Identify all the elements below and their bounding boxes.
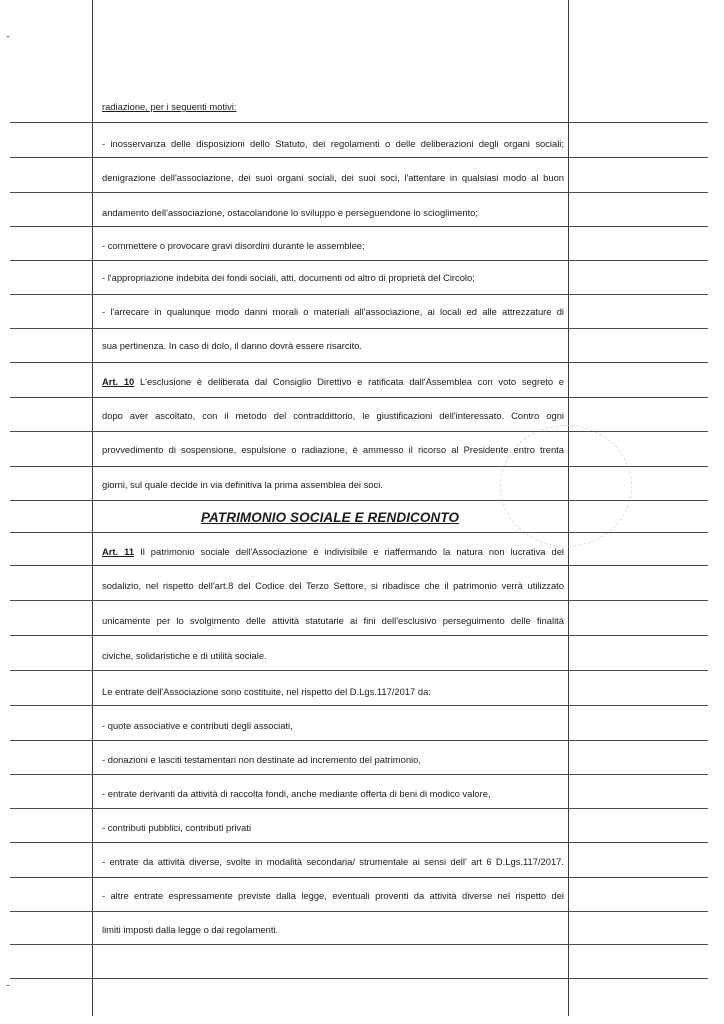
ruled-line [10,500,708,501]
text-line [102,340,564,352]
punch-mark [6,985,10,986]
article-number: Art. 10 [102,376,135,387]
line-text: unicamente per lo svolgimento delle attività statutarie ai fini dell'esclusivo perseguimento delle finalità [102,615,564,626]
line-text: - commettere o provocare gravi disordini durante le assemblee; [102,240,365,251]
ruled-line [10,122,708,123]
text-line [102,615,564,627]
text-line [102,444,564,456]
ruled-line [10,705,708,706]
ruled-line [10,192,708,193]
text-line [102,306,564,318]
text-line [102,410,564,422]
ruled-line [10,978,708,979]
ruled-line [10,740,708,741]
text-line [102,720,564,732]
text-line [102,207,564,219]
text-line [102,479,564,491]
ruled-line [10,600,708,601]
punch-mark [6,36,10,37]
line-text: dopo aver ascoltato, con il metodo del contraddittorio, le giustificazioni dell'interessato. Contro ogni [102,410,564,421]
left-margin-rule [92,0,93,1016]
line-text: - entrate derivanti da attività di raccolta fondi, anche mediante offerta di beni di modico valore, [102,788,491,799]
ruled-line [10,226,708,227]
text-line [102,580,564,592]
line-text: L'esclusione è deliberata dal Consiglio Direttivo e ratificata dall'Assemblea con voto segreto e [134,376,564,387]
line-text: sodalizio, nel rispetto dell'art.8 del Codice del Terzo Settore, si ribadisce che il patrimonio verrà utilizzato [102,580,564,591]
ruled-line [10,911,708,912]
text-line [102,754,564,766]
ruled-line [10,157,708,158]
line-text: sua pertinenza. In caso di dolo, il danno dovrà essere risarcito. [102,340,363,351]
line-text: Le entrate dell'Associazione sono costituite, nel rispetto del D.Lgs.117/2017 da: [102,686,431,697]
text-line [102,686,564,698]
ruled-line [10,294,708,295]
ruled-line [10,774,708,775]
text-line [102,890,564,902]
ruled-line [10,635,708,636]
ruled-line [10,328,708,329]
text-line [102,788,564,800]
ruled-line [10,842,708,843]
text-line [102,101,564,113]
text-line [102,272,564,284]
line-text: radiazione, per i seguenti motivi: [102,101,237,112]
line-text: denigrazione dell'associazione, dei suoi organi sociali, dei suoi soci, l'attentare in qualsiasi modo al buon [102,172,564,183]
ruled-line [10,362,708,363]
ruled-line [10,670,708,671]
ruled-line [10,944,708,945]
article-paragraph-line [102,546,564,558]
text-line [102,856,564,868]
line-text: - altre entrate espressamente previste dalla legge, eventuali proventi da attività diverse nel rispetto dei [102,890,564,901]
text-line [102,138,564,150]
line-text: limiti imposti dalla legge o dai regolamenti. [102,924,279,935]
line-text: Il patrimonio sociale dell'Associazione è indivisibile e riaffermando la natura non lucrativa del [134,546,564,557]
ruled-line [10,565,708,566]
line-text: - entrate da attività diverse, svolte in modalità secondaria/ strumentale ai sensi dell' art 6 D.Lgs.117/2017. [102,856,564,867]
text-line [102,924,564,936]
article-paragraph-line [102,376,564,388]
line-text: - l'appropriazione indebita dei fondi sociali, atti, documenti od altro di proprietà del Circolo; [102,272,475,283]
line-text: provvedimento di sospensione, espulsione o radiazione, è ammesso il ricorso al Presidente entro trenta [102,444,564,455]
section-heading: PATRIMONIO SOCIALE E RENDICONTO [200,510,460,525]
ruled-line [10,808,708,809]
ruled-line [10,532,708,533]
line-text: - donazioni e lasciti testamentari non destinate ad incremento del patrimonio, [102,754,421,765]
line-text: andamento dell'associazione, ostacolandone lo sviluppo e perseguendone lo scioglimento; [102,207,479,218]
line-text: - contributi pubblici, contributi privati [102,822,252,833]
line-text: civiche, solidaristiche e di utilità sociale. [102,650,267,661]
text-line [102,172,564,184]
ruled-line [10,877,708,878]
line-text: - inosservanza delle disposizioni dello Statuto, dei regolamenti o delle deliberazioni degli organi sociali; [102,138,564,149]
line-text: - l'arrecare in qualunque modo danni morali o materiali all'associazione, ai locali ed alle attrezzature di [102,306,564,317]
ruled-line [10,397,708,398]
ruled-line [10,431,708,432]
article-number: Art. 11 [102,546,135,557]
line-text: giorni, sul quale decide in via definitiva la prima assemblea dei soci. [102,479,383,490]
ruled-line [10,466,708,467]
ruled-line [10,260,708,261]
text-line [102,822,564,834]
text-line [102,650,564,662]
text-line [102,240,564,252]
line-text: - quote associative e contributi degli associati, [102,720,293,731]
